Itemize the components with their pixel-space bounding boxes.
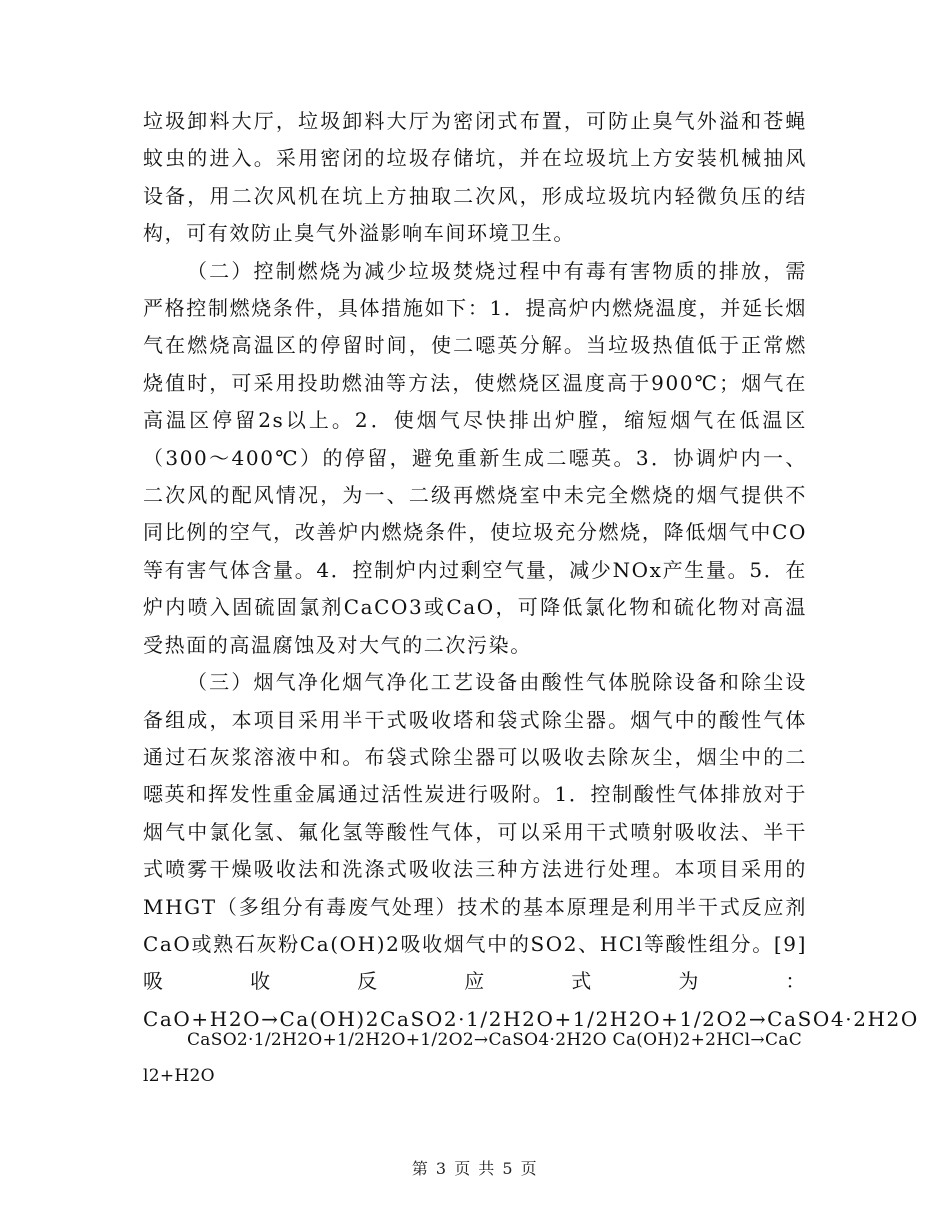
reaction-formula: CaSO2·1/2H2O+1/2H2O+1/2O2→CaSO4·2H2O Ca(OH)2+2HCl→CaCl2+H2O xyxy=(143,1030,803,1086)
paragraph-flue-gas-purification: （三）烟气净化烟气净化工艺设备由酸性气体脱除设备和除尘设备组成，本项目采用半干式吸收塔和袋式除尘器。烟气中的酸性气体通过石灰浆溶液中和。布袋式除尘器可以吸收去除灰尘，烟尘中的二噁英和挥发性重金属通过活性炭进行吸附。1．控制酸性气体排放对于烟气中氯化氢、氟化氢等酸性气体，可以采用干式喷射吸收法、半干式喷雾干燥吸收法和洗涤式吸收法三种方法进行处理。本项目采用的MHGT（多组分有毒废气处理）技术的基本原理是利用半干式反应剂CaO或熟石灰粉Ca(OH)2吸收烟气中的SO2、HCl等酸性组分。[9]吸收反应式为：CaO+H2O→Ca(OH)2CaSO2·1/2H2O+1/2H2O+1/2O2→CaSO4·2H2O xyxy=(143,670,919,1031)
body-text xyxy=(143,103,919,1038)
page-footer: 第 3 页 共 5 页 xyxy=(411,1159,539,1178)
paragraph-continuation: 垃圾卸料大厅，垃圾卸料大厅为密闭式布置，可防止臭气外溢和苍蝇蚊虫的进入。采用密闭的垃圾存储坑，并在垃圾坑上方安装机械抽风设备，用二次风机在坑上方抽取二次风，形成垃圾坑内轻微负压的结构，可有效防止臭气外溢影响车间环境卫生。 xyxy=(143,109,807,246)
paragraph-combustion-control: （二）控制燃烧为减少垃圾焚烧过程中有毒有害物质的排放，需严格控制燃烧条件，具体措施如下：1．提高炉内燃烧温度，并延长烟气在燃烧高温区的停留时间，使二噁英分解。当垃圾热值低于正常燃烧值时，可采用投助燃油等方法，使燃烧区温度高于900℃；烟气在高温区停留2s以上。2．使烟气尽快排出炉膛，缩短烟气在低温区（300～400℃）的停留，避免重新生成二噁英。3．协调炉内一、二次风的配风情况，为一、二级再燃烧室中未完全燃烧的烟气提供不同比例的空气，改善炉内燃烧条件，使垃圾充分燃烧，降低烟气中CO等有害气体含量。4．控制炉内过剩空气量，减少NOx产生量。5．在炉内喷入固硫固氯剂CaCO3或CaO，可降低氯化物和硫化物对高温受热面的高温腐蚀及对大气的二次污染。 xyxy=(143,258,807,657)
